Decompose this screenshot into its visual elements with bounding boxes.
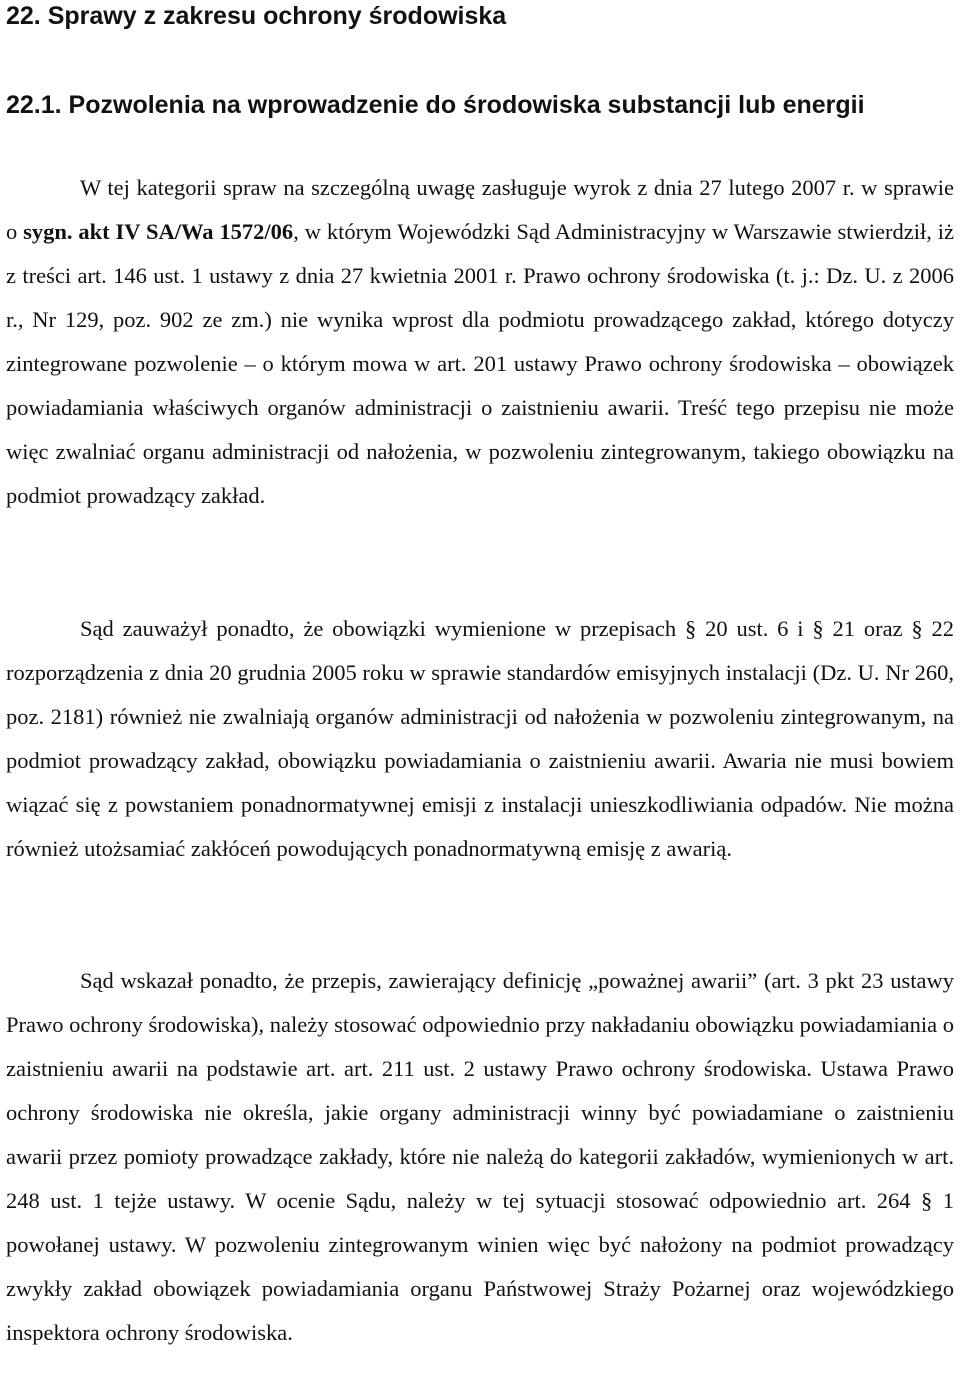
section-heading: 22. Sprawy z zakresu ochrony środowiska [6,2,507,30]
paragraph-3: Sąd wskazał ponadto, że przepis, zawierający definicję „poważnej awarii” (art. 3 pkt 23 ustawy Prawo ochrony środowiska), należy stosować odpowiednio przy nakładaniu obowiązku powiadamiania o zaistnieniu awarii na podstawie art. art. 211 ust. 2 ustawy Prawo ochrony środowiska. Ustawa Prawo ochrony środowiska nie określa, jakie organy administracji winny być powiadamiane o zaistnieniu awarii przez pomioty prowadzące zakłady, które nie należą do kategorii zakładów, wymienionych w art. 248 ust. 1 tejże ustawy. W ocenie Sądu, należy w tej sytuacji stosować odpowiednio art. 264 § 1 powołanej ustawy. W pozwoleniu zintegrowanym winien więc być nałożony na podmiot prowadzący zwykły zakład obowiązek powiadamiania organu Państwowej Straży Pożarnej oraz wojewódzkiego inspektora ochrony środowiska. [6,968,954,1345]
paragraph-1 [6,166,954,518]
paragraph-2: Sąd zauważył ponadto, że obowiązki wymienione w przepisach § 20 ust. 6 i § 21 oraz § 22 rozporządzenia z dnia 20 grudnia 2005 roku w sprawie standardów emisyjnych instalacji (Dz. U. Nr 260, poz. 2181) również nie zwalniają organów administracji od nałożenia w pozwoleniu zintegrowanym, na podmiot prowadzący zakład, obowiązku powiadamiania o zaistnieniu awarii. Awaria nie musi bowiem wiązać się z powstaniem ponadnormatywnej emisji z instalacji unieszkodliwiania odpadów. Nie można również utożsamiać zakłóceń powodujących ponadnormatywną emisję z awarią. [6,616,954,861]
paragraph-1-text-b: , w którym Wojewódzki Sąd Administracyjny w Warszawie stwierdził, iż z treści art. 146 ust. 1 ustawy z dnia 27 kwietnia 2001 r. Prawo ochrony środowiska (t. j.: Dz. U. z 2006 r., Nr 129, poz. 902 ze zm.) nie wynika wprost dla podmiotu prowadzącego zakład, którego dotyczy zintegrowane pozwolenie – o którym mowa w art. 201 ustawy Prawo ochrony środowiska – obowiązek powiadamiania właściwych organów administracji o zaistnieniu awarii. Treść tego przepisu nie może więc zwalniać organu administracji od nałożenia, w pozwoleniu zintegrowanym, takiego obowiązku na podmiot prowadzący zakład. [6,219,955,508]
paragraph-1-text-a: W tej kategorii spraw na szczególną uwagę zasługuje wyrok z dnia 27 lutego 2007 r. w sprawie o [6,175,954,244]
case-reference: sygn. akt IV SA/Wa 1572/06 [23,219,294,244]
subsection-heading: 22.1. Pozwolenia na wprowadzenie do środowiska substancji lub energii [6,91,865,119]
